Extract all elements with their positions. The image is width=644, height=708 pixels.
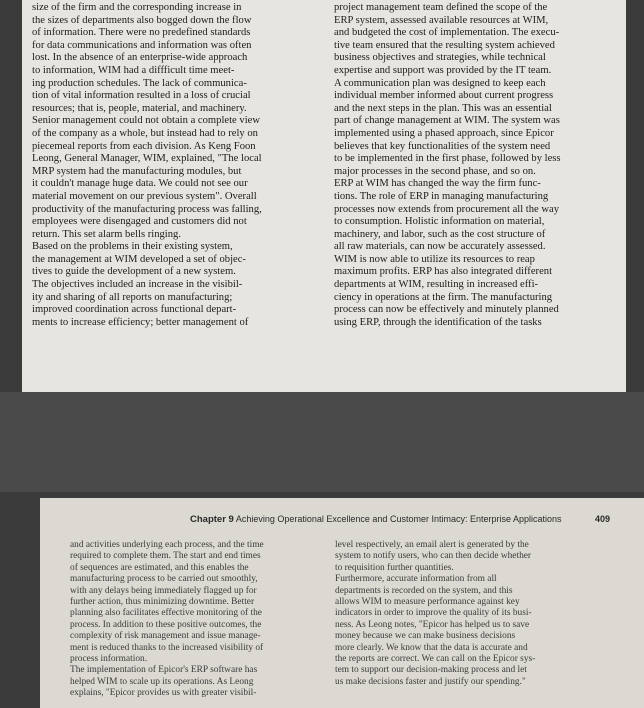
text-line: us make decisions faster and justify our spending." bbox=[335, 676, 526, 687]
text-line: to requisition further quantities. bbox=[335, 562, 454, 573]
text-line: A communication plan was designed to keep each bbox=[334, 77, 546, 89]
text-line: believes that key functionalities of the system need bbox=[334, 140, 551, 152]
text-line: machinery, and labor, such as the cost structure of bbox=[334, 228, 546, 240]
text-line: piecemeal reports from each division. As Keng Foon bbox=[32, 140, 256, 152]
text-line: Leong, General Manager, WIM, explained, "The local bbox=[32, 153, 262, 165]
text-line: the management at WIM developed a set of objec- bbox=[32, 253, 246, 265]
text-line: business objectives and strategies, while technical bbox=[334, 52, 546, 64]
text-line: Senior management could not obtain a complete view bbox=[32, 115, 260, 127]
text-line: The implementation of Epicor's ERP software has bbox=[70, 665, 258, 676]
text-line: tives to guide the development of a new system. bbox=[32, 266, 236, 278]
text-line: and activities underlying each process, and the time bbox=[70, 540, 264, 550]
text-line: ing production schedules. The lack of communica- bbox=[32, 77, 247, 89]
text-line: process can now be effectively and minutely planned bbox=[334, 304, 559, 316]
text-line: major processes in the second phase, and so on. bbox=[334, 165, 536, 177]
text-line: complexity of risk management and issue manage- bbox=[70, 631, 261, 642]
text-line: more clearly. We know that the data is accurate and bbox=[335, 642, 528, 653]
text-line: employees were disengaged and customers did not bbox=[32, 216, 247, 228]
text-line: expertise and support was provided by the IT team. bbox=[334, 64, 552, 76]
text-line: to information, WIM had a diffficult time meet- bbox=[32, 64, 235, 76]
text-line: resources; that is, people, material, and machinery. bbox=[32, 102, 247, 114]
text-line: all raw materials, can now be accurately assessed. bbox=[334, 241, 546, 253]
text-line: explains, "Epicor provides us with greater visibil- bbox=[70, 688, 257, 699]
text-line: ciency in operations at the firm. The manufacturing bbox=[334, 291, 553, 303]
right-text-column bbox=[334, 2, 616, 329]
text-line: tem to support our decision-making process and let bbox=[335, 665, 527, 676]
text-line: lost. In the absence of an enterprise-wide approach bbox=[32, 52, 248, 64]
text-line: helped WIM to scale up its operations. As Leong bbox=[70, 676, 254, 687]
chapter-label: Chapter 9 bbox=[190, 514, 234, 525]
text-line: return. This set alarm bells ringing. bbox=[32, 228, 181, 240]
text-line: the reports are correct. We can call on the Epicor sys- bbox=[335, 653, 536, 664]
running-header bbox=[190, 514, 610, 525]
textbook-page-upper bbox=[22, 0, 626, 392]
text-line: to consumption. Holistic information on material, bbox=[334, 216, 545, 228]
text-line: WIM is now able to utilize its resources to reap bbox=[334, 253, 535, 265]
text-line: and the next steps in the plan. This was an essential bbox=[334, 102, 552, 114]
text-line: ment is reduced thanks to the increased visibility of bbox=[70, 642, 264, 653]
text-line: process information. bbox=[70, 653, 148, 664]
text-line: size of the firm and the corresponding increase in bbox=[32, 2, 242, 13]
text-line: tions. The role of ERP in managing manufacturing bbox=[334, 190, 549, 202]
text-line: the sizes of departments also bogged down the flow bbox=[32, 14, 252, 26]
text-line: ments to increase efficiency; better management of bbox=[32, 316, 249, 328]
text-line: and budgeted the cost of implementation. The execu- bbox=[334, 27, 560, 39]
text-line: ity and sharing of all reports on manufacturing; bbox=[32, 291, 233, 303]
text-line: Based on the problems in their existing system, bbox=[32, 241, 233, 253]
text-line: ness. As Leong notes, "Epicor has helped us to save bbox=[335, 619, 530, 630]
text-line: ERP system, assessed available resources at WIM, bbox=[334, 14, 549, 26]
left-text-column bbox=[70, 540, 320, 699]
text-line: departments is recorded on the system, and this bbox=[335, 585, 513, 596]
text-line: planning also facilitates effective monitoring of the bbox=[70, 608, 262, 619]
text-line: level respectively, an email alert is generated by the bbox=[335, 540, 529, 550]
text-line: ERP at WIM has changed the way the firm func- bbox=[334, 178, 541, 190]
text-line: departments at WIM, resulting in increased effi- bbox=[334, 279, 539, 291]
text-line: allows WIM to measure performance against key bbox=[335, 596, 520, 607]
text-line: implemented using a phased approach, since Epicor bbox=[334, 127, 554, 139]
text-line: indicators in order to improve the quality of its busi- bbox=[335, 608, 532, 619]
text-line: individual member informed about current progress bbox=[334, 90, 554, 102]
text-line: maximum profits. ERP has also integrated different bbox=[334, 266, 553, 278]
chapter-title: Achieving Operational Excellence and Customer Intimacy: Enterprise Applications bbox=[235, 514, 562, 524]
text-line: of the company as a whole, but instead had to rely on bbox=[32, 127, 258, 139]
text-line: part of change management at WIM. The system was bbox=[334, 115, 560, 127]
textbook-page-lower bbox=[40, 498, 644, 708]
right-text-column bbox=[335, 540, 605, 688]
text-line: The objectives included an increase in the visibil- bbox=[32, 279, 243, 291]
text-line: process. In addition to these positive outcomes, the bbox=[70, 619, 262, 630]
text-line: to be implemented in the first phase, followed by less bbox=[334, 153, 561, 165]
text-line: tion of vital information resulted in a loss of crucial bbox=[32, 90, 251, 102]
text-line: processes now extends from procurement all the way bbox=[334, 203, 560, 215]
text-line: required to complete them. The start and end times bbox=[70, 551, 261, 562]
text-line: system to notify users, who can then decide whether bbox=[335, 551, 532, 562]
text-line: it couldn't manage huge data. We could not see our bbox=[32, 178, 248, 190]
text-line: manufacturing process to be carried out smoothly, bbox=[70, 574, 258, 585]
text-line: further action, thus minimizing downtime. Better bbox=[70, 596, 255, 607]
text-line: for data communications and information was often bbox=[32, 39, 252, 51]
text-line: with any delays being immediately flagged up for bbox=[70, 585, 257, 596]
text-line: productivity of the manufacturing process was falling, bbox=[32, 203, 262, 215]
text-line: MRP system had the manufacturing modules, but bbox=[32, 165, 242, 177]
text-line: improved coordination across functional depart- bbox=[32, 304, 237, 316]
text-line: material movement on our previous system". Overall bbox=[32, 190, 257, 202]
left-text-column bbox=[32, 2, 310, 329]
page-gap bbox=[0, 392, 644, 492]
page-number: 409 bbox=[594, 514, 610, 524]
text-line: of information. There were no predefined standards bbox=[32, 27, 251, 39]
text-line: money because we can make business decisions bbox=[335, 631, 516, 642]
text-line: using ERP, through the identification of the tasks bbox=[334, 316, 542, 328]
text-line: project management team defined the scope of the bbox=[334, 2, 548, 13]
text-line: tive team ensured that the resulting system achieved bbox=[334, 39, 555, 51]
text-line: of sequences are estimated, and this enables the bbox=[70, 562, 249, 573]
text-line: Furthermore, accurate information from all bbox=[335, 574, 497, 585]
